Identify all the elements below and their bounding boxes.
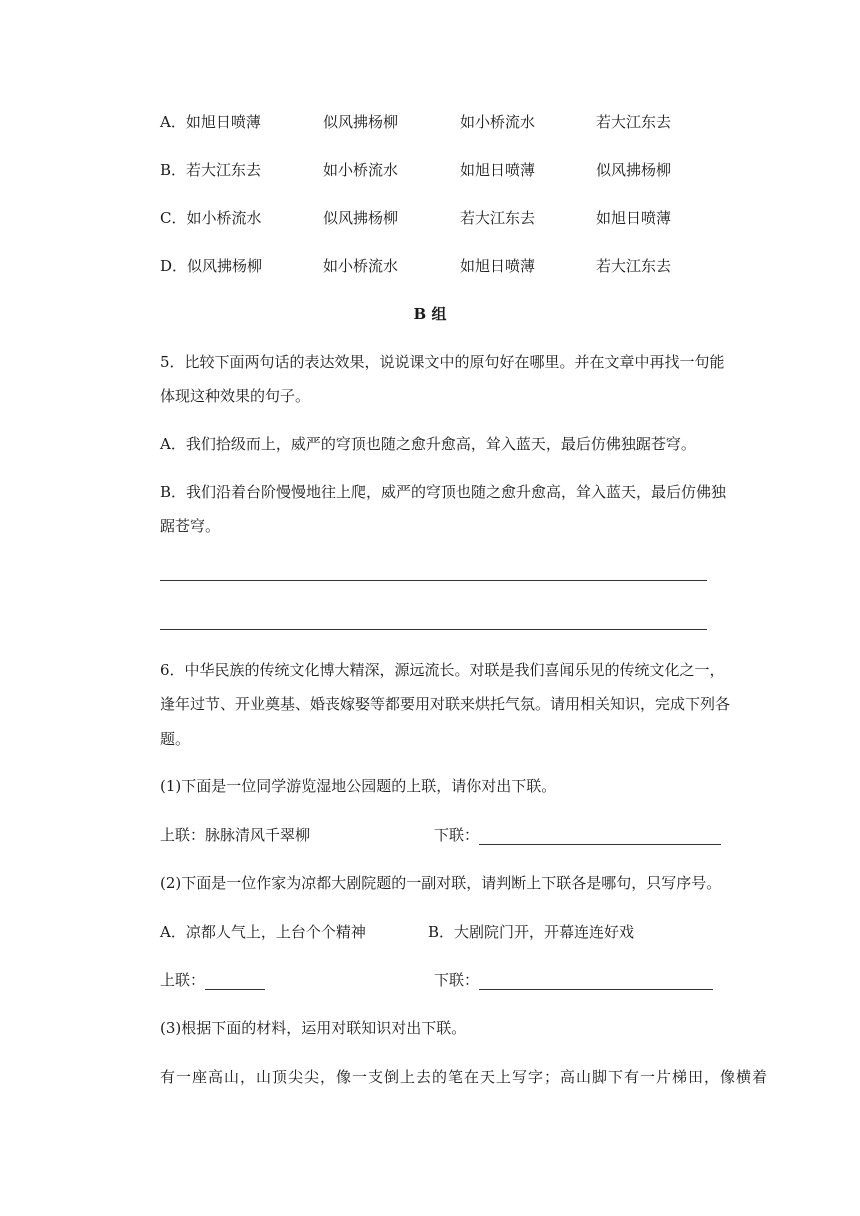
option-item: 若大江东去 bbox=[460, 209, 536, 227]
q6-part2-upper-blank[interactable] bbox=[205, 973, 265, 990]
option-item: 若大江东去 bbox=[596, 257, 672, 275]
option-item: 如旭日喷薄 bbox=[460, 161, 536, 179]
option-item: 若大江东去 bbox=[596, 113, 672, 131]
q5-sentence-b-line1: B．我们沿着台阶慢慢地往上爬，威严的穹顶也随之愈升愈高，耸入蓝天，最后仿佛独 bbox=[160, 483, 727, 501]
q6-part2-answers bbox=[160, 970, 480, 990]
q6-part3-prompt: (3)根据下面的材料，运用对联知识对出下联。 bbox=[160, 1019, 467, 1037]
q6-part1-upper: 上联：脉脉清风千翠柳 bbox=[160, 826, 311, 844]
q6-part2-upper bbox=[160, 971, 265, 989]
q5-sentence-a: A．我们拾级而上，威严的穹顶也随之愈升愈高，耸入蓝天，最后仿佛独踞苍穹。 bbox=[160, 435, 696, 453]
option-item: 如小桥流水 bbox=[323, 257, 399, 275]
q6-stem-line3: 题。 bbox=[160, 730, 191, 748]
option-item: 如小桥流水 bbox=[460, 113, 536, 131]
q5-stem-line1: 5．比较下面两句话的表达效果，说说课文中的原句好在哪里。并在文章中再找一句能 bbox=[160, 353, 725, 371]
q5-sentence-b-line2: 踞苍穹。 bbox=[160, 517, 221, 535]
option-label: D．似风拂杨柳 bbox=[160, 257, 263, 275]
q6-part3-material: 有一座高山，山顶尖尖，像一支倒上去的笔在天上写字；高山脚下有一片梯田，像横着 bbox=[160, 1068, 769, 1086]
q6-part1-lower bbox=[434, 825, 721, 845]
group-b-title: B 组 bbox=[413, 305, 447, 323]
q5-answer-line-2[interactable] bbox=[160, 629, 707, 630]
q5-answer-line-1[interactable] bbox=[160, 580, 707, 581]
q6-part1-lower-blank[interactable] bbox=[479, 828, 721, 845]
q6-part2-upper-label: 上联： bbox=[160, 971, 206, 989]
q6-stem-line2: 逢年过节、开业奠基、婚丧嫁娶等都要用对联来烘托气氛。请用相关知识，完成下列各 bbox=[160, 695, 731, 713]
q6-stem-line1: 6．中华民族的传统文化博大精深，源远流长。对联是我们喜闻乐见的传统文化之一， bbox=[160, 661, 725, 679]
q6-part2-lower-blank[interactable] bbox=[479, 973, 713, 990]
option-item: 似风拂杨柳 bbox=[323, 209, 399, 227]
option-label: C．如小桥流水 bbox=[160, 209, 262, 227]
option-label: B．若大江东去 bbox=[160, 161, 262, 179]
option-item: 似风拂杨柳 bbox=[323, 113, 399, 131]
q6-part1-prompt: (1)下面是一位同学游览湿地公园题的上联，请你对出下联。 bbox=[160, 777, 557, 795]
q6-part1-couplets bbox=[160, 825, 480, 845]
q6-part1-lower-label: 下联： bbox=[434, 826, 480, 844]
q6-part2-lower-label: 下联： bbox=[434, 971, 480, 989]
option-label: A．如旭日喷薄 bbox=[160, 113, 261, 131]
q6-part2-lower bbox=[434, 970, 713, 990]
option-item: 如小桥流水 bbox=[323, 161, 399, 179]
option-item: 似风拂杨柳 bbox=[596, 161, 672, 179]
q6-part2-prompt: (2)下面是一位作家为凉都大剧院题的一副对联，请判断上下联各是哪句，只写序号。 bbox=[160, 874, 722, 892]
q6-part2-options bbox=[160, 922, 635, 942]
option-item: 如旭日喷薄 bbox=[460, 257, 536, 275]
q6-part2-option-a: A．凉都人气上，上台个个精神 bbox=[160, 923, 366, 941]
q6-part2-option-b: B．大剧院门开，开幕连连好戏 bbox=[428, 923, 635, 941]
option-item: 如旭日喷薄 bbox=[596, 209, 672, 227]
q5-stem-line2: 体现这种效果的句子。 bbox=[160, 387, 311, 405]
